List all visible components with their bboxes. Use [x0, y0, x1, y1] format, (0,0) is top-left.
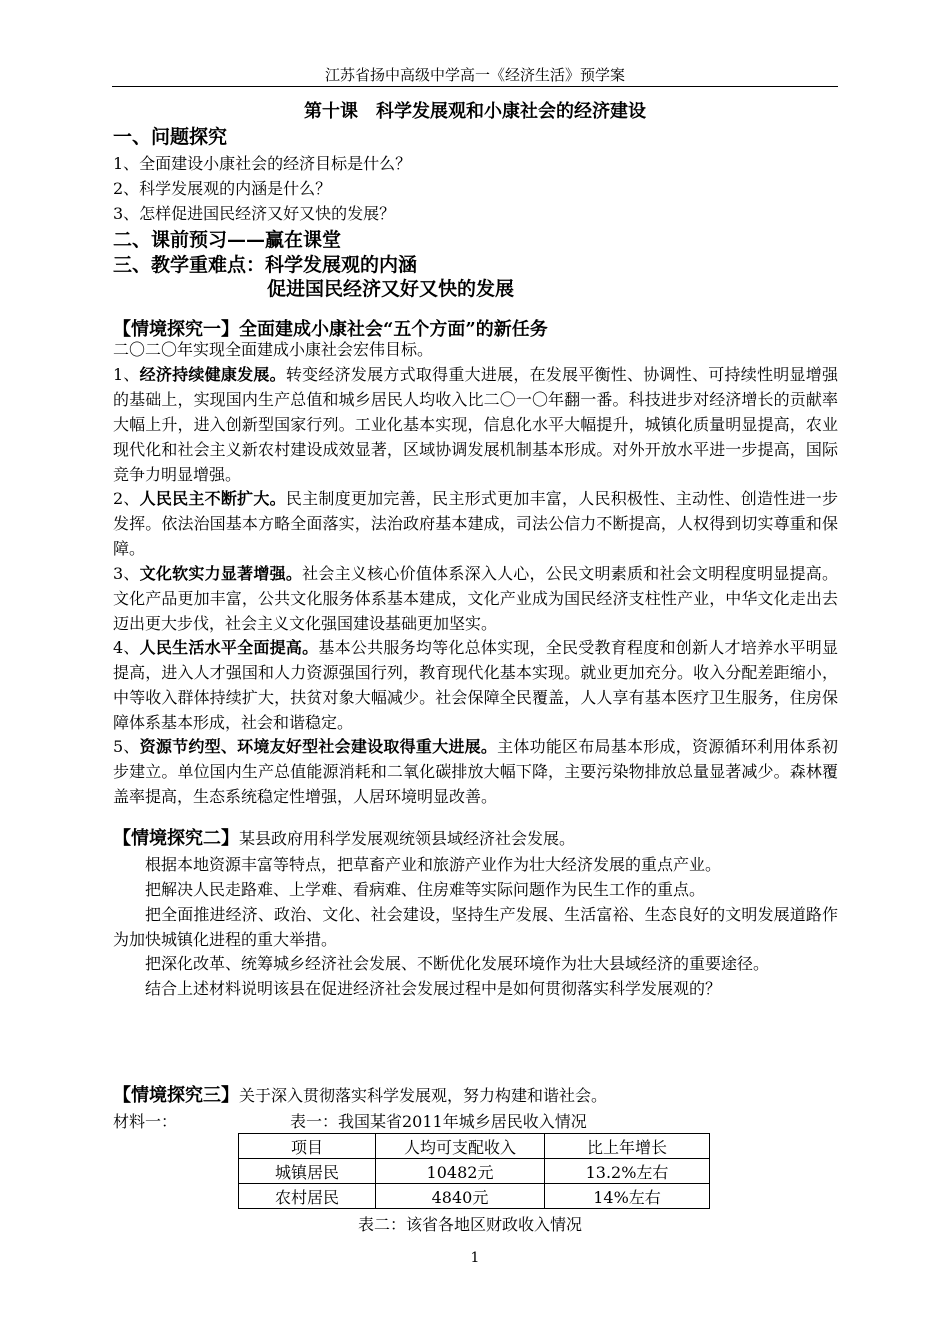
case1-item-3	[113, 561, 838, 636]
material-label: 材料一：	[113, 1112, 178, 1131]
table-cell: 农村居民	[239, 1184, 376, 1209]
table-row	[239, 1184, 710, 1209]
page-number: 1	[470, 1250, 480, 1266]
table-header-cell: 比上年增长	[545, 1134, 710, 1159]
case2-heading	[113, 826, 838, 851]
item-title: 人民生活水平全面提高。	[139, 638, 319, 657]
section2-heading: 二、课前预习——赢在课堂	[113, 229, 342, 251]
table1-caption: 表一：我国某省2011年城乡居民收入情况	[290, 1112, 587, 1131]
income-table	[238, 1133, 710, 1209]
section3-heading: 三、教学重难点：科学发展观的内涵	[113, 254, 418, 276]
lesson-title: 第十课 科学发展观和小康社会的经济建设	[304, 101, 646, 122]
case3-heading	[113, 1083, 838, 1108]
table-cell: 14%左右	[545, 1184, 710, 1209]
case1-item-2	[113, 486, 838, 561]
item-number: 3、	[113, 564, 140, 583]
table-cell: 10482元	[376, 1159, 545, 1184]
case3-heading-text: 关于深入贯彻落实科学发展观，努力构建和谐社会。	[239, 1086, 608, 1105]
case1-item-4	[113, 635, 838, 735]
table-cell: 13.2%左右	[545, 1159, 710, 1184]
item-title: 资源节约型、环境友好型社会建设取得重大进展。	[139, 737, 498, 756]
section1-heading: 一、问题探究	[113, 126, 228, 148]
item-title: 经济持续健康发展。	[139, 365, 286, 384]
item-text: 转变经济发展方式取得重大进展，在发展平衡性、协调性、可持续性明显增强的基础上，实现国内生产总值和城乡居民人均收入比二〇一〇年翻一番。科技进步对经济增长的贡献率大幅上升，进入创新型国家行列。工业化基本实现，信息化水平大幅提升，城镇化质量明显提高，农业现代化和社会主义新农村建设成效显著，区域协调发展机制基本形成。对外开放水平进一步提高，国际竞争力明显增强。	[113, 365, 838, 484]
item-number: 1、	[113, 365, 140, 384]
case2-para-4: 把深化改革、统筹城乡经济社会发展、不断优化发展环境作为壮大县域经济的重要途径。	[145, 954, 770, 973]
item-text: 基本公共服务均等化总体实现，全民受教育程度和创新人才培养水平明显提高，进入人才强国和人力资源强国行列，教育现代化基本实现。就业更加充分。收入分配差距缩小，中等收入群体持续扩大，扶贫对象大幅减少。社会保障全民覆盖，人人享有基本医疗卫生服务，住房保障体系基本形成，社会和谐稳定。	[113, 638, 838, 732]
table-header-row	[239, 1134, 710, 1159]
item-text: 民主制度更加完善，民主形式更加丰富，人民积极性、主动性、创造性进一步发挥。依法治国基本方略全面落实，法治政府基本建成，司法公信力不断提高，人权得到切实尊重和保障。	[113, 489, 838, 558]
item-number: 5、	[113, 737, 140, 756]
table2-caption: 表二：该省各地区财政收入情况	[358, 1215, 583, 1234]
table-cell: 4840元	[376, 1184, 545, 1209]
case1-item-1	[113, 362, 838, 487]
item-number: 2、	[113, 489, 140, 508]
question-1: 1、全面建设小康社会的经济目标是什么？	[113, 154, 412, 173]
case2-heading-text: 某县政府用科学发展观统领县域经济社会发展。	[239, 829, 576, 848]
table-header-cell: 项目	[239, 1134, 376, 1159]
header-rule	[112, 86, 838, 87]
question-3: 3、怎样促进国民经济又好又快的发展？	[113, 204, 396, 223]
case2-label: 【情境探究二】	[113, 828, 239, 849]
item-title: 人民民主不断扩大。	[139, 489, 286, 508]
case2-para-2: 把解决人民走路难、上学难、看病难、住房难等实际问题作为民生工作的重点。	[145, 880, 706, 899]
item-number: 4、	[113, 638, 140, 657]
case1-heading: 【情境探究一】全面建成小康社会“五个方面”的新任务	[113, 319, 548, 340]
table-cell: 城镇居民	[239, 1159, 376, 1184]
case3-label: 【情境探究三】	[113, 1085, 239, 1106]
item-text: 社会主义核心价值体系深入人心，公民文明素质和社会文明程度明显提高。文化产品更加丰富，公共文化服务体系基本建成，文化产业成为国民经济支柱性产业，中华文化走出去迈出更大步伐，社会主义文化强国建设基础更加坚实。	[113, 564, 838, 633]
case1-intro: 二〇二〇年实现全面建成小康社会宏伟目标。	[113, 340, 434, 359]
case2-question: 结合上述材料说明该县在促进经济社会发展过程中是如何贯彻落实科学发展观的？	[145, 979, 722, 998]
case2-para-1: 根据本地资源丰富等特点，把草畜产业和旅游产业作为壮大经济发展的重点产业。	[145, 855, 722, 874]
table-header-cell: 人均可支配收入	[376, 1134, 545, 1159]
case2-para-3: 把全面推进经济、政治、文化、社会建设，坚持生产发展、生活富裕、生态良好的文明发展道路作为加快城镇化进程的重大举措。	[113, 905, 838, 949]
table-row	[239, 1159, 710, 1184]
case1-item-5	[113, 734, 838, 809]
item-text: 主体功能区布局基本形成，资源循环利用体系初步建立。单位国内生产总值能源消耗和二氧化碳排放大幅下降，主要污染物排放总量显著减少。森林覆盖率提高，生态系统稳定性增强，人居环境明显改善。	[113, 737, 838, 806]
page-header: 江苏省扬中高级中学高一《经济生活》预学案	[324, 66, 625, 84]
item-title: 文化软实力显著增强。	[139, 564, 303, 583]
question-2: 2、科学发展观的内涵是什么？	[113, 179, 332, 198]
section3-line2: 促进国民经济又好又快的发展	[267, 278, 515, 300]
